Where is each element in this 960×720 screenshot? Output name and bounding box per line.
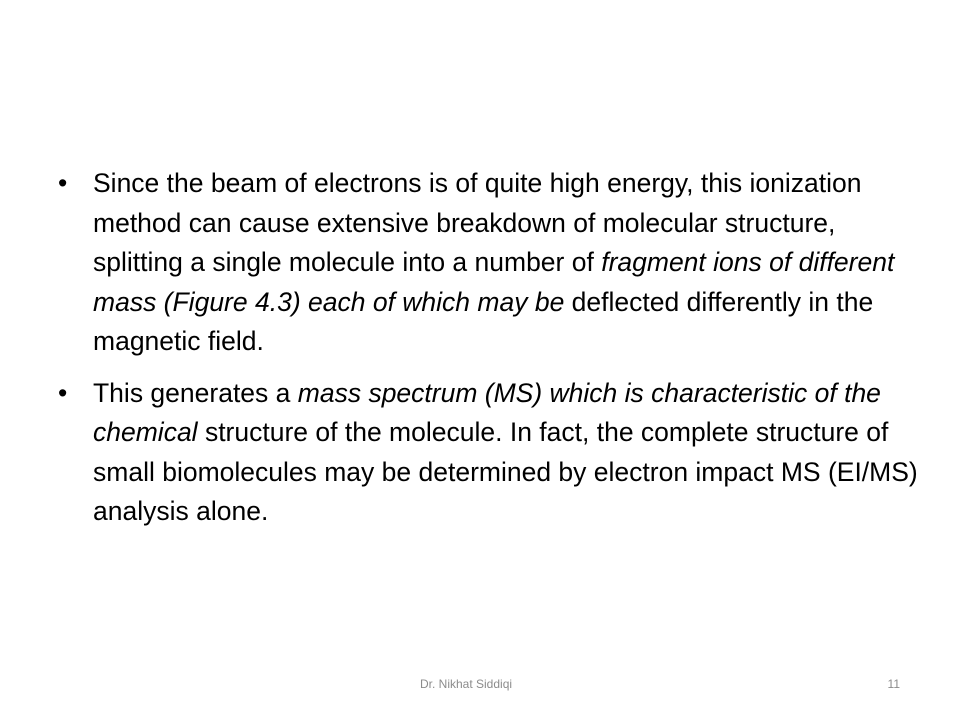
bullet-text-segment: deflected differently in the magnetic field.	[93, 286, 874, 356]
page-number: 11	[887, 677, 900, 691]
bullet-text	[93, 168, 894, 356]
bullet-text-segment: This generates a	[93, 377, 298, 408]
slide-body	[58, 164, 918, 544]
bullet-icon: •	[58, 377, 68, 408]
footer-author: Dr. Nikhat Siddiqi	[420, 677, 513, 691]
bullet-text	[93, 378, 918, 527]
bullet-item	[58, 164, 918, 362]
bullet-text-italic-segment: fragment ions of different mass (Figure 4.3) each of which may be	[93, 247, 895, 317]
bullet-text-italic-segment: mass spectrum (MS) which is characteristic of the chemical	[93, 377, 881, 447]
bullet-icon: •	[58, 168, 68, 198]
bullet-text-segment: Since the beam of electrons is of quite high energy, this ionization method can cause extensive breakdown of molecular structure, splitting a single molecule into a number of	[93, 168, 862, 277]
bullet-item	[58, 374, 918, 532]
bullet-text-segment: structure of the molecule. In fact, the complete structure of small biomolecules may be determined by electron impact MS (EI/MS) analysis alone.	[93, 417, 918, 526]
